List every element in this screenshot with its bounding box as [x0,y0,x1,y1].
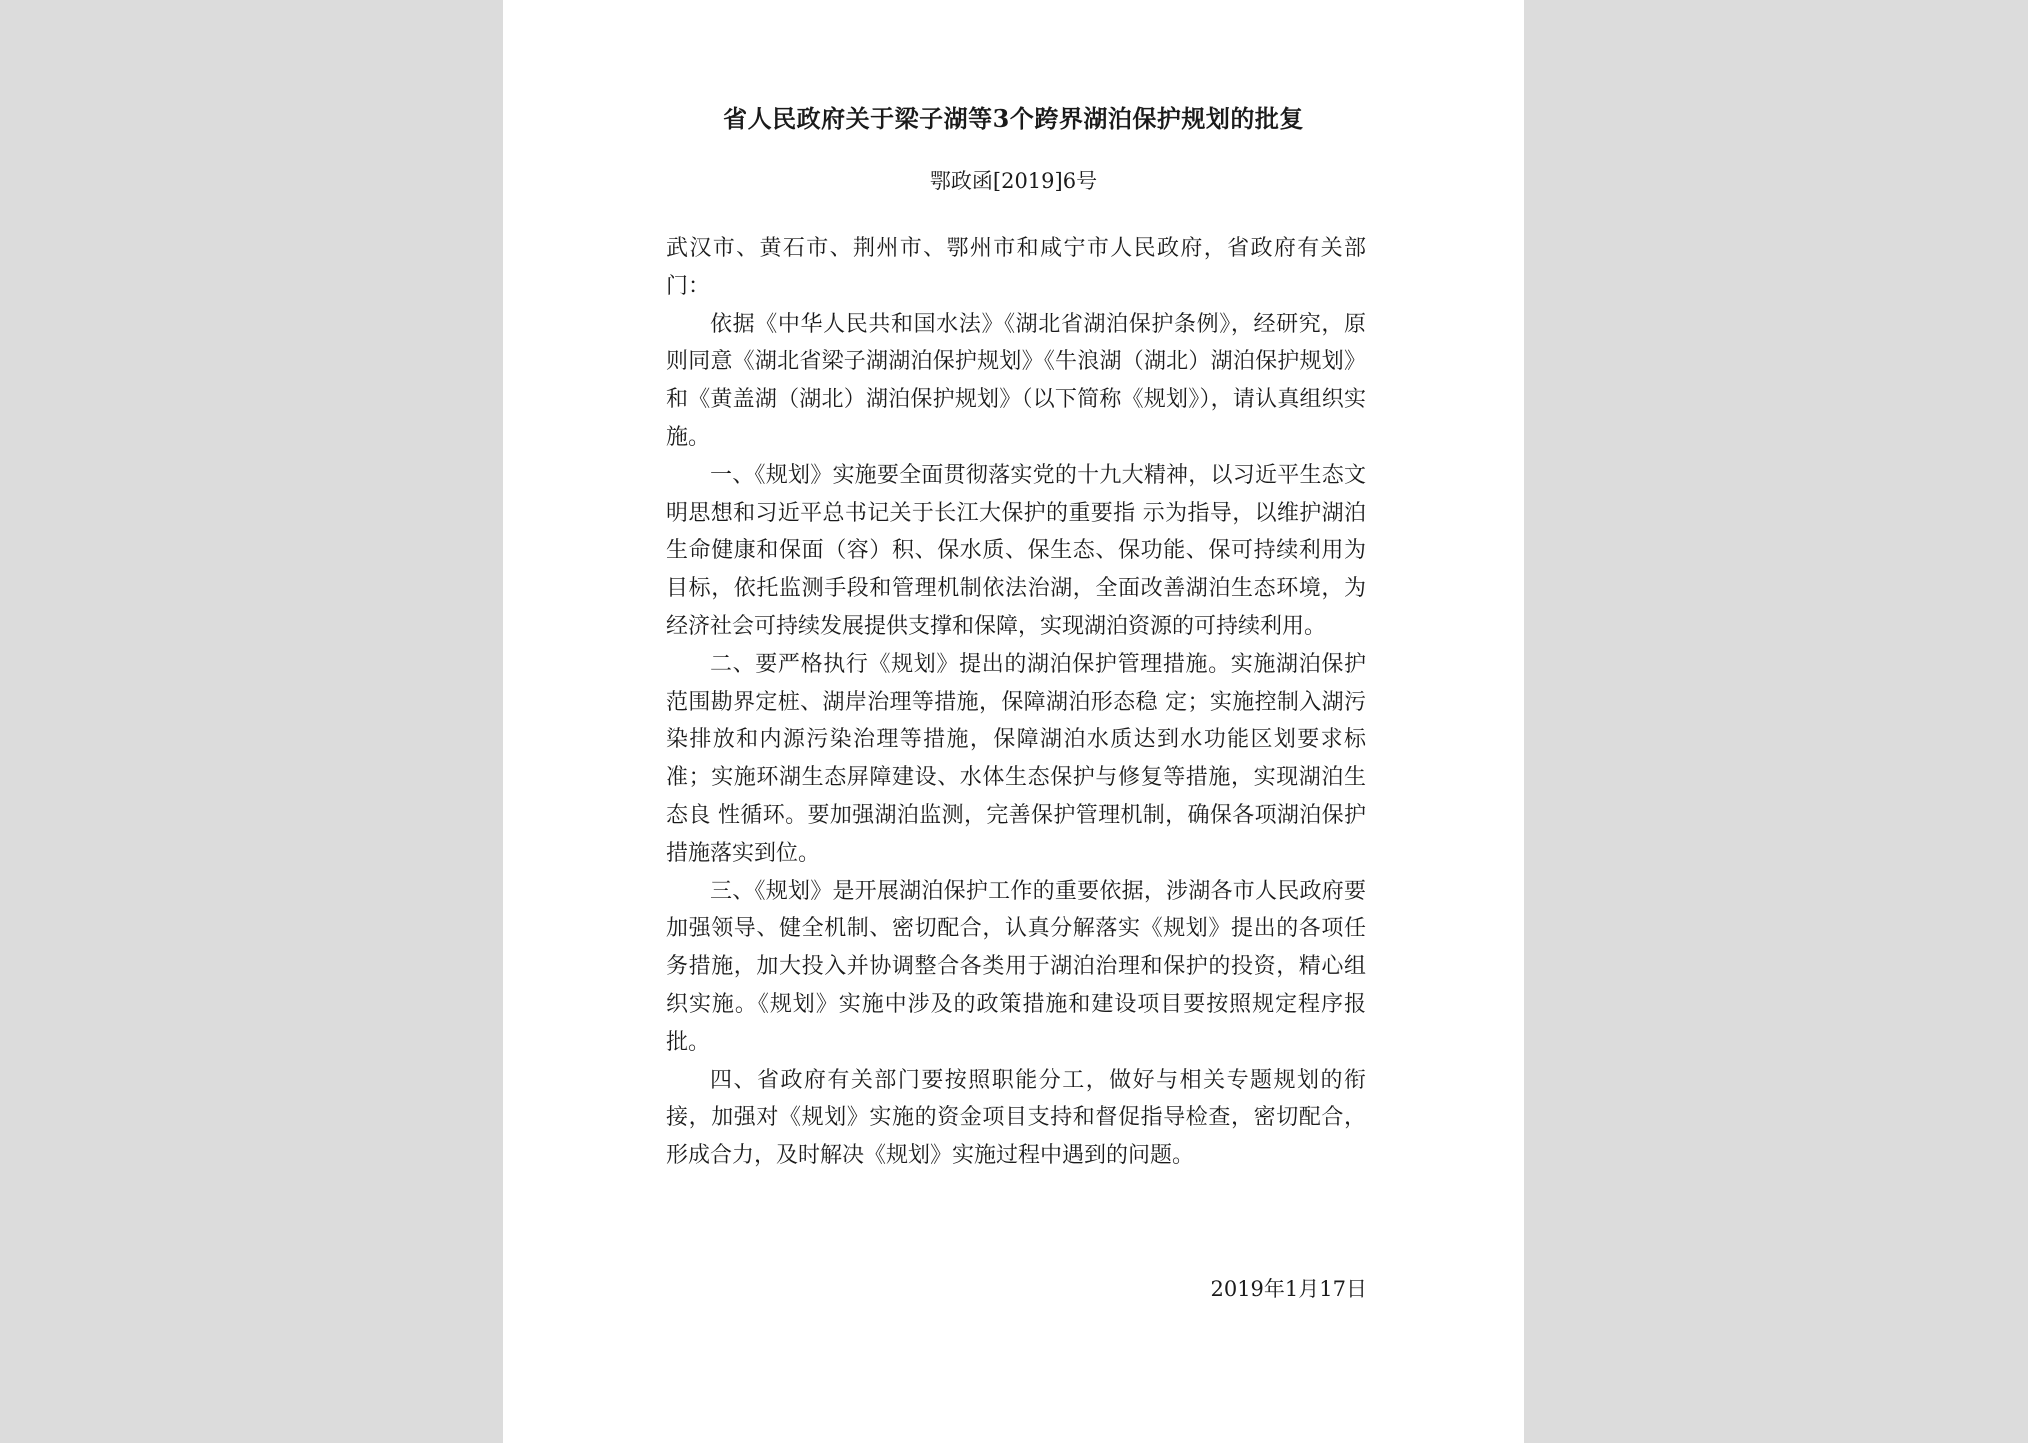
document-date: 2019年1月17日 [1210,1277,1367,1301]
recipients: 武汉市、黄石市、荆州市、鄂州市和咸宁市人民政府，省政府有关部门： [666,236,1366,299]
paragraph-three: 三、《规划》是开展湖泊保护工作的重要依据，涉湖各市人民政府要加强领导、健全机制、密切配合，认真分解落实《规划》提出的各项任务措施，加大投入并协调整合各类用于湖泊治理和保护的投资，精心组织实施。《规划》实施中涉及的政策措施和建设项目要按照规定程序报批。 [666,878,1366,1055]
document-number: 鄂政函[2019]6号 [929,169,1098,193]
document-page [503,0,1524,1443]
paragraph-four: 四、省政府有关部门要按照职能分工，做好与相关专题规划的衔接，加强对《规划》实施的资金项目支持和督促指导检查，密切配合，形成合力，及时解决《规划》实施过程中遇到的问题。 [666,1067,1366,1169]
document-title: 省人民政府关于梁子湖等3个跨界湖泊保护规划的批复 [723,104,1304,133]
paragraph-intro: 依据《中华人民共和国水法》《湖北省湖泊保护条例》，经研究，原则同意《湖北省梁子湖湖泊保护规划》《牛浪湖（湖北）湖泊保护规划》和《黄盖湖（湖北）湖泊保护规划》（以下简称《规划》），请认真组织实施。 [666,311,1366,450]
paragraph-two: 二、要严格执行《规划》提出的湖泊保护管理措施。实施湖泊保护范围勘界定桩、湖岸治理等措施，保障湖泊形态稳 定；实施控制入湖污染排放和内源污染治理等措施，保障湖泊水质达到水功能区划要求标准；实施环湖生态屏障建设、水体生态保护与修复等措施，实现湖泊生态良 性循环。要加强湖泊监测，完善保护管理机制，确保各项湖泊保护措施落实到位。 [666,651,1366,866]
document-body [666,230,1366,1175]
paragraph-one: 一、《规划》实施要全面贯彻落实党的十九大精神，以习近平生态文明思想和习近平总书记关于长江大保护的重要指 示为指导，以维护湖泊生命健康和保面（容）积、保水质、保生态、保功能、保可持续利用为目标，依托监测手段和管理机制依法治湖，全面改善湖泊生态环境，为 经济社会可持续发展提供支撑和保障，实现湖泊资源的可持续利用。 [666,462,1366,639]
